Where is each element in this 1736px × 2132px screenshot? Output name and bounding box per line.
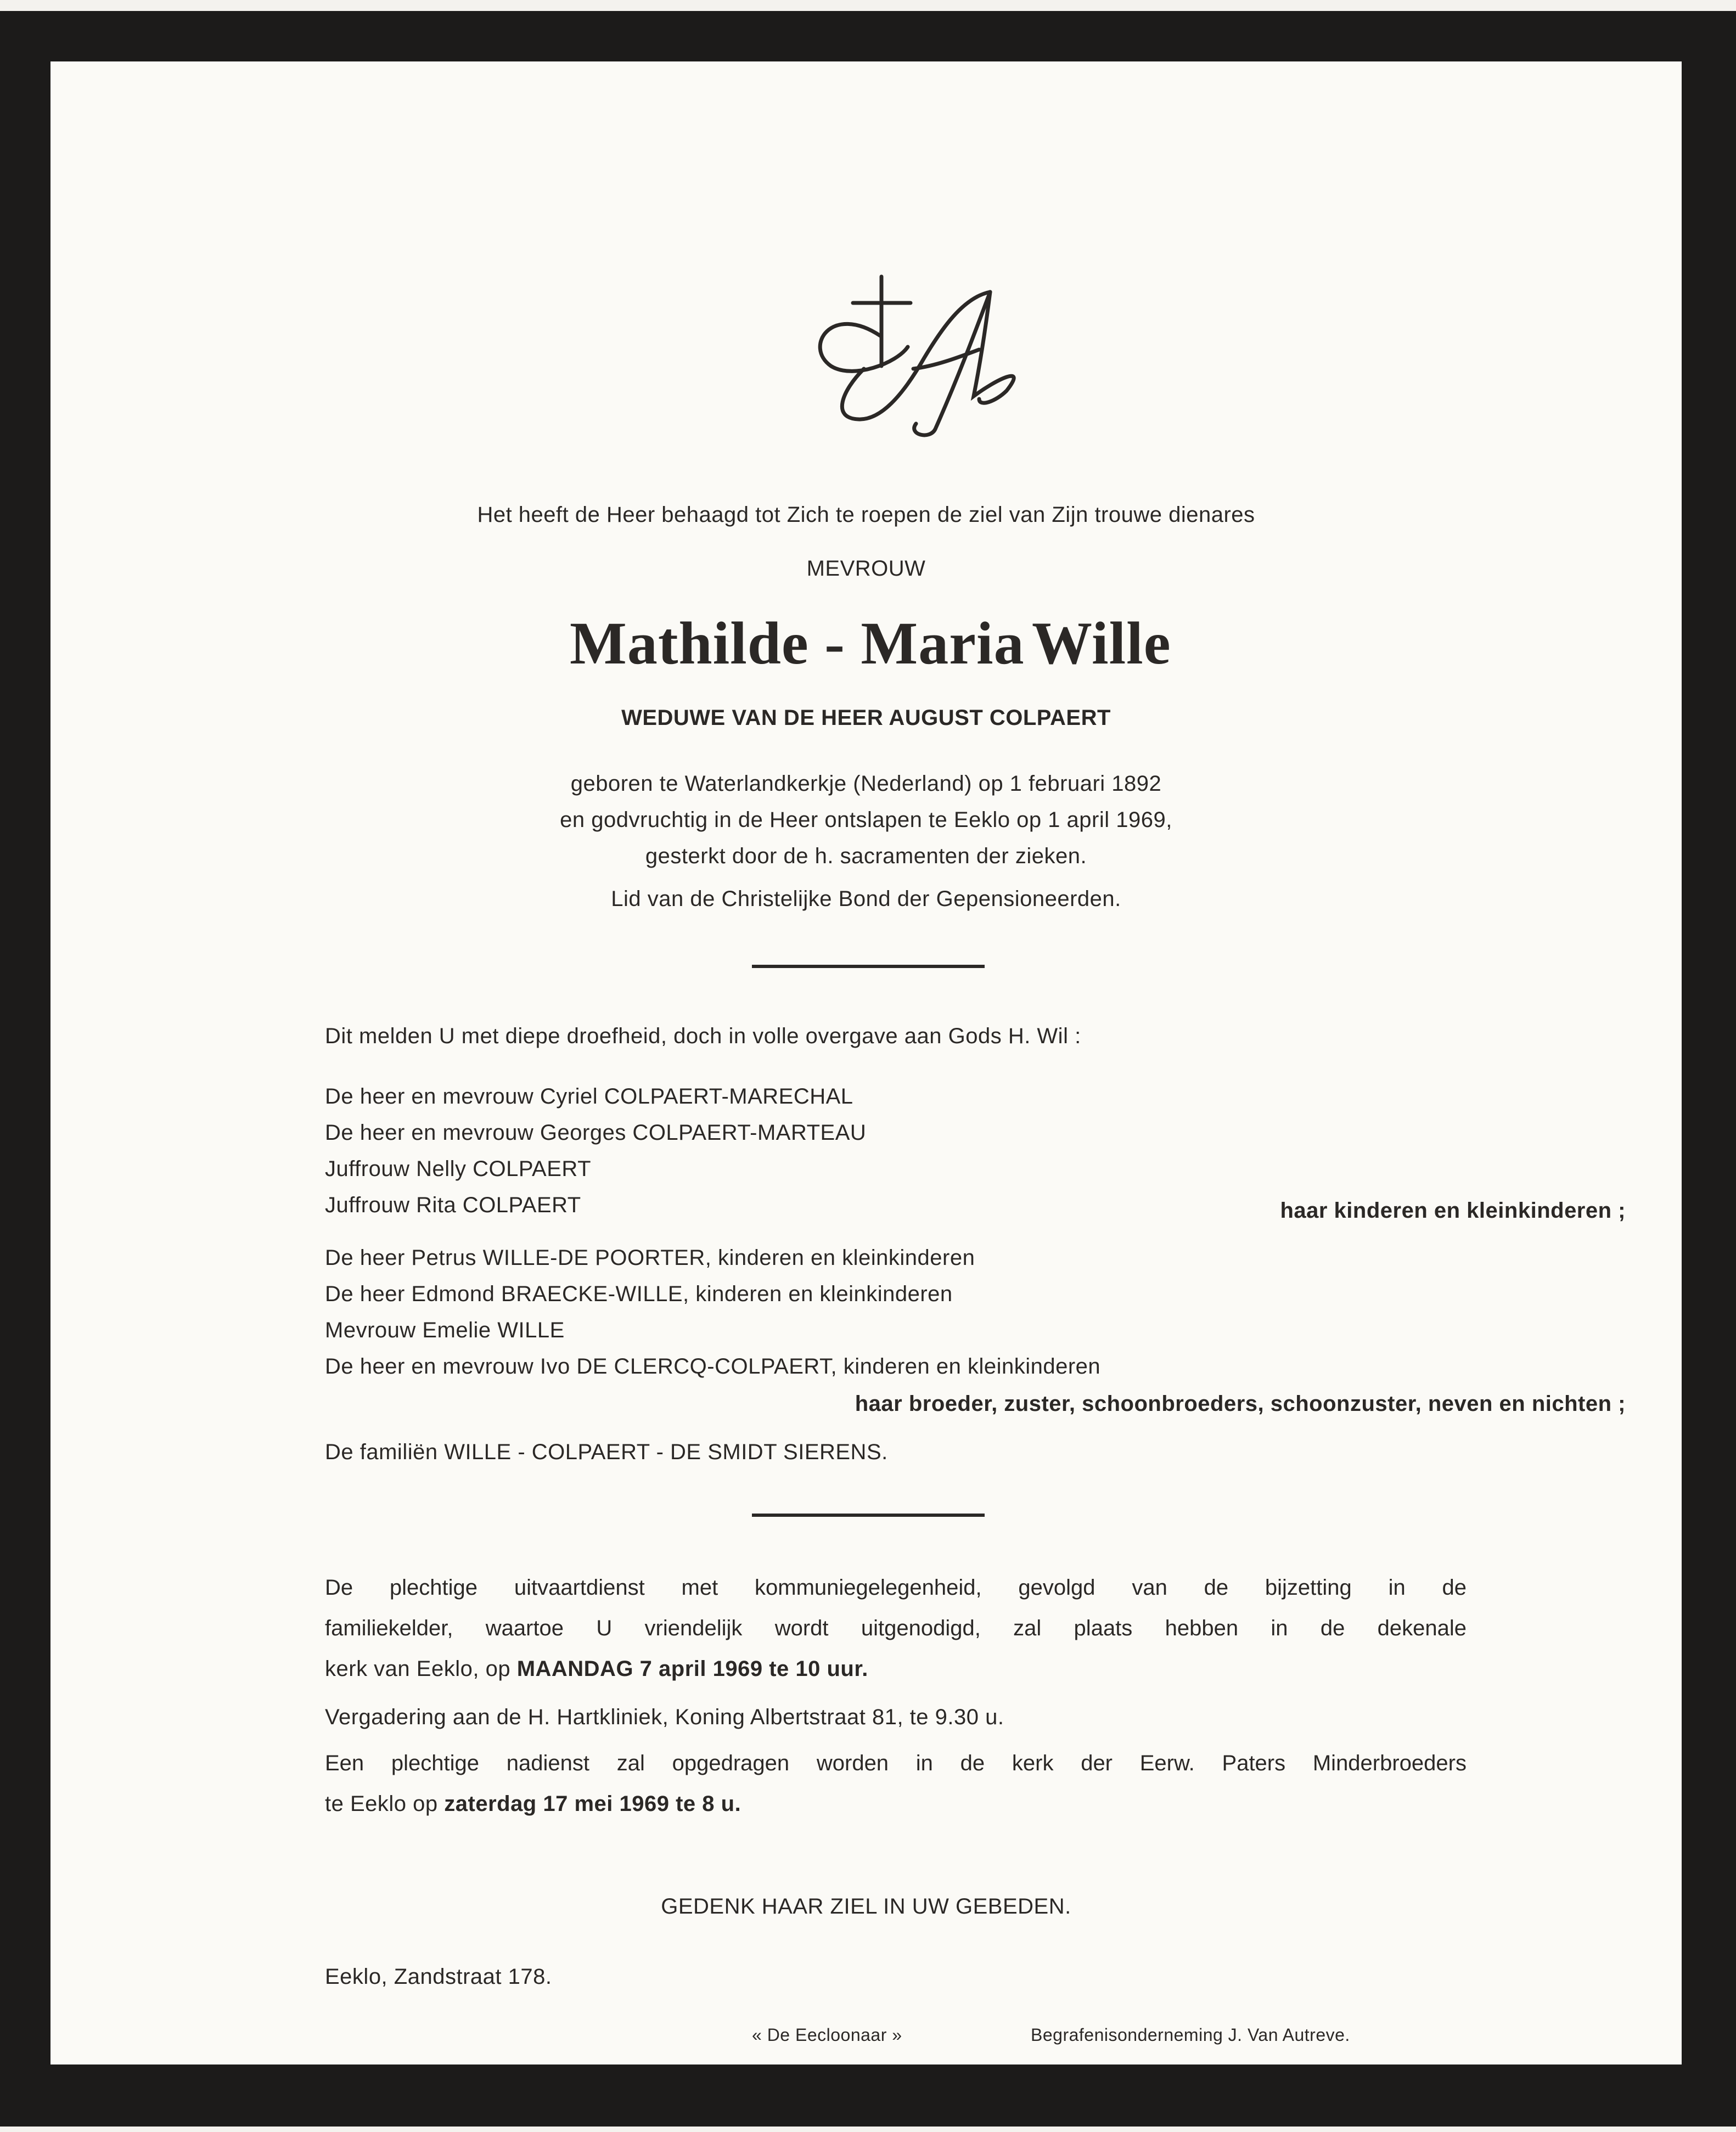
family-member: Juffrouw Rita COLPAERT [325, 1193, 581, 1217]
family-member: Mevrouw Emelie WILLE [325, 1318, 565, 1342]
service-text: De plechtige uitvaartdienst met kommuniegelegenheid, gevolgd van de bijzetting in de [325, 1576, 1467, 1600]
divider [752, 965, 985, 968]
service-text-plain: kerk van Eeklo, op [325, 1657, 517, 1681]
cross-monogram-emblem [798, 270, 1040, 446]
family-member: Juffrouw Nelly COLPAERT [325, 1157, 591, 1181]
printer-name: « De Eecloonaar » [752, 2025, 902, 2045]
death-notice-card [50, 61, 1682, 2065]
mass-text: Een plechtige nadienst zal opgedragen worden in de kerk der Eerw. Paters Minderbroeders [325, 1751, 1467, 1775]
family-member: De heer en mevrouw Ivo DE CLERCQ-COLPAERT, kinderen en kleinkinderen [325, 1354, 1101, 1379]
service-text [325, 1649, 868, 1689]
membership-line: Lid van de Christelijke Bond der Gepensioneerden. [611, 887, 1121, 911]
family-relation: haar broeder, zuster, schoonbroeders, schoonzuster, neven en nichten ; [855, 1392, 1626, 1416]
widow-line: WEDUWE VAN DE HEER AUGUST COLPAERT [621, 706, 1111, 730]
families-line: De familiën WILLE - COLPAERT - DE SMIDT SIERENS. [325, 1440, 888, 1464]
bio-line: en godvruchtig in de Heer ontslapen te Eeklo op 1 april 1969, [560, 808, 1172, 832]
undertaker-name: Begrafenisonderneming J. Van Autreve. [1031, 2025, 1350, 2045]
bio-line: geboren te Waterlandkerkje (Nederland) op 1 februari 1892 [570, 772, 1162, 796]
family-member: De heer en mevrouw Cyriel COLPAERT-MARECHAL [325, 1084, 853, 1109]
remembrance-line: GEDENK HAAR ZIEL IN UW GEBEDEN. [661, 1894, 1071, 1919]
deceased-first-names: Mathilde - Maria [570, 610, 1025, 677]
service-date: MAANDAG 7 april 1969 te 10 uur. [516, 1657, 868, 1681]
family-member: De heer en mevrouw Georges COLPAERT-MARTEAU [325, 1121, 867, 1145]
mass-text-plain: te Eeklo op [325, 1792, 445, 1816]
mass-date: zaterdag 17 mei 1969 te 8 u. [444, 1792, 741, 1816]
gathering-text: Vergadering aan de H. Hartkliniek, Koning Albertstraat 81, te 9.30 u. [325, 1705, 1004, 1729]
family-member: De heer Edmond BRAECKE-WILLE, kinderen en kleinkinderen [325, 1282, 953, 1306]
mass-text [325, 1784, 741, 1824]
family-relation: haar kinderen en kleinkinderen ; [1280, 1199, 1626, 1223]
address: Eeklo, Zandstraat 178. [325, 1965, 552, 1989]
salutation: MEVROUW [806, 556, 926, 581]
announcement: Dit melden U met diepe droefheid, doch in volle overgave aan Gods H. Wil : [325, 1024, 1081, 1048]
family-member: De heer Petrus WILLE-DE POORTER, kinderen en kleinkinderen [325, 1246, 975, 1270]
service-text: familiekelder, waartoe U vriendelijk wordt uitgenodigd, zal plaats hebben in de dekenale [325, 1616, 1467, 1640]
bio-line: gesterkt door de h. sacramenten der zieken. [645, 844, 1087, 868]
deceased-surname: Wille [1032, 610, 1171, 677]
divider [752, 1514, 985, 1517]
intro-text: Het heeft de Heer behaagd tot Zich te roepen de ziel van Zijn trouwe dienares [477, 503, 1255, 527]
